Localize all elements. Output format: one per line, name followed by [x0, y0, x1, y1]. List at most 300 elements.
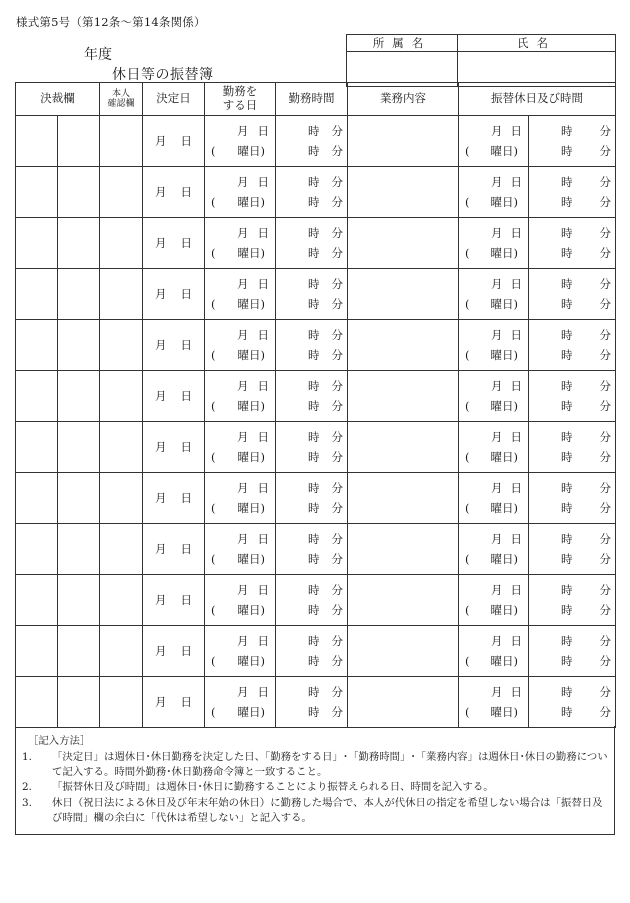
day-text: 日 — [257, 226, 269, 240]
hour-text: 時 — [308, 450, 320, 464]
approval-cell[interactable] — [58, 116, 100, 167]
table-row — [16, 269, 616, 320]
self-confirm-cell[interactable] — [100, 269, 143, 320]
minute-text: 分 — [599, 195, 611, 209]
weekday-text: 曜日) — [237, 603, 265, 617]
hour-text: 時 — [308, 144, 320, 158]
decision-date-cell[interactable] — [143, 677, 205, 728]
hour-text: 時 — [561, 297, 573, 311]
day-text: 日 — [510, 583, 522, 597]
decision-date-cell[interactable] — [143, 422, 205, 473]
self-confirm-cell[interactable] — [100, 524, 143, 575]
work-hours-cell[interactable] — [276, 575, 348, 626]
hour-text: 時 — [308, 246, 320, 260]
work-hours-cell[interactable] — [276, 473, 348, 524]
table-row — [16, 473, 616, 524]
work-content-cell[interactable] — [348, 116, 459, 167]
work-hours-cell[interactable] — [276, 626, 348, 677]
paren-open-text: ( — [211, 705, 216, 719]
minute-text: 分 — [331, 195, 343, 209]
day-text: 日 — [257, 685, 269, 699]
substitute-time-cell[interactable] — [529, 269, 616, 320]
substitute-day-cell[interactable] — [459, 626, 529, 677]
day-text: 日 — [510, 379, 522, 393]
approval-cell[interactable] — [16, 473, 58, 524]
minute-text: 分 — [599, 379, 611, 393]
table-row — [16, 575, 616, 626]
hour-text: 時 — [561, 552, 573, 566]
self-confirm-cell[interactable] — [100, 320, 143, 371]
minute-text: 分 — [331, 450, 343, 464]
minute-text: 分 — [331, 430, 343, 444]
month-text: 月 — [237, 226, 249, 240]
table-row — [16, 677, 616, 728]
minute-text: 分 — [599, 144, 611, 158]
paren-open-text: ( — [465, 552, 470, 566]
weekday-text: 曜日) — [237, 297, 265, 311]
day-text: 日 — [257, 328, 269, 342]
substitute-day-cell[interactable] — [459, 218, 529, 269]
approval-cell[interactable] — [58, 626, 100, 677]
minute-text: 分 — [331, 552, 343, 566]
hour-text: 時 — [308, 297, 320, 311]
month-text: 月 — [155, 287, 167, 301]
month-text: 月 — [155, 542, 167, 556]
decision-date-cell[interactable] — [143, 371, 205, 422]
paren-open-text: ( — [465, 195, 470, 209]
weekday-text: 曜日) — [237, 705, 265, 719]
month-text: 月 — [237, 634, 249, 648]
work-day-cell[interactable] — [205, 524, 276, 575]
work-day-cell[interactable] — [205, 218, 276, 269]
minute-text: 分 — [331, 583, 343, 597]
paren-open-text: ( — [465, 603, 470, 617]
minute-text: 分 — [599, 246, 611, 260]
substitute-time-cell[interactable] — [529, 422, 616, 473]
day-text: 日 — [510, 481, 522, 495]
approval-cell[interactable] — [58, 524, 100, 575]
minute-text: 分 — [599, 277, 611, 291]
hour-text: 時 — [308, 654, 320, 668]
month-text: 月 — [491, 124, 503, 138]
work-content-cell[interactable] — [348, 167, 459, 218]
decision-date-cell[interactable] — [143, 116, 205, 167]
hour-text: 時 — [308, 175, 320, 189]
paren-open-text: ( — [211, 654, 216, 668]
work-day-cell[interactable] — [205, 371, 276, 422]
approval-cell[interactable] — [16, 320, 58, 371]
work-day-cell[interactable] — [205, 269, 276, 320]
hour-text: 時 — [561, 277, 573, 291]
day-text: 日 — [510, 277, 522, 291]
minute-text: 分 — [599, 124, 611, 138]
instruction-text: 「決定日」は週休日･休日勤務を決定した日、「勤務をする日」･「勤務時間」･「業務内容」は週休日･休日の勤務について記入する。時間外勤務･休日勤務命令簿と一致すること。 — [52, 751, 608, 778]
work-day-header — [205, 83, 276, 116]
month-text: 月 — [491, 175, 503, 189]
table-row — [16, 116, 616, 167]
minute-text: 分 — [331, 654, 343, 668]
work-hours-cell[interactable] — [276, 167, 348, 218]
paren-open-text: ( — [211, 195, 216, 209]
paren-open-text: ( — [211, 552, 216, 566]
minute-text: 分 — [331, 297, 343, 311]
substitute-time-cell[interactable] — [529, 320, 616, 371]
self-confirm-cell[interactable] — [100, 575, 143, 626]
substitute-time-cell[interactable] — [529, 677, 616, 728]
month-text: 月 — [491, 481, 503, 495]
month-text: 月 — [237, 175, 249, 189]
work-hours-cell[interactable] — [276, 320, 348, 371]
work-day-cell[interactable] — [205, 473, 276, 524]
hour-text: 時 — [561, 532, 573, 546]
minute-text: 分 — [599, 532, 611, 546]
work-hours-cell[interactable] — [276, 116, 348, 167]
weekday-text: 曜日) — [490, 450, 518, 464]
month-text: 月 — [491, 532, 503, 546]
month-text: 月 — [237, 532, 249, 546]
decision-date-cell[interactable] — [143, 320, 205, 371]
month-text: 月 — [491, 226, 503, 240]
minute-text: 分 — [599, 603, 611, 617]
month-text: 月 — [237, 124, 249, 138]
weekday-text: 曜日) — [237, 450, 265, 464]
hour-text: 時 — [561, 705, 573, 719]
hour-text: 時 — [561, 348, 573, 362]
minute-text: 分 — [331, 501, 343, 515]
month-text: 月 — [491, 277, 503, 291]
work-day-header-line1: 勤務を — [222, 84, 258, 99]
minute-text: 分 — [331, 603, 343, 617]
work-content-cell[interactable] — [348, 473, 459, 524]
work-content-cell[interactable] — [348, 524, 459, 575]
day-text: 日 — [257, 175, 269, 189]
work-content-cell[interactable] — [348, 575, 459, 626]
day-text: 日 — [510, 124, 522, 138]
approval-cell[interactable] — [16, 677, 58, 728]
work-hours-cell[interactable] — [276, 422, 348, 473]
hour-text: 時 — [561, 450, 573, 464]
paren-open-text: ( — [211, 297, 216, 311]
substitute-time-cell[interactable] — [529, 473, 616, 524]
weekday-text: 曜日) — [490, 246, 518, 260]
table-row — [16, 524, 616, 575]
day-text: 日 — [257, 532, 269, 546]
self-confirm-cell[interactable] — [100, 218, 143, 269]
day-text: 日 — [257, 124, 269, 138]
day-text: 日 — [257, 430, 269, 444]
minute-text: 分 — [599, 501, 611, 515]
department-name-box — [346, 34, 616, 87]
work-content-header: 業務内容 — [348, 83, 459, 116]
hour-text: 時 — [561, 583, 573, 597]
paren-open-text: ( — [465, 144, 470, 158]
instructions-heading: ［記入方法］ — [28, 735, 91, 747]
name-label: 氏名 — [458, 35, 616, 52]
day-text: 日 — [180, 338, 192, 352]
approval-cell[interactable] — [16, 575, 58, 626]
decision-date-header: 決定日 — [143, 83, 205, 116]
instruction-number: 3. — [22, 797, 32, 809]
instruction-text: 「振替休日及び時間」は週休日･休日に勤務することにより振替えられる日、時間を記入する。 — [52, 781, 494, 793]
month-text: 月 — [491, 583, 503, 597]
day-text: 日 — [510, 634, 522, 648]
self-confirm-header-line2: 確認欄 — [107, 99, 135, 109]
hour-text: 時 — [561, 685, 573, 699]
weekday-text: 曜日) — [490, 654, 518, 668]
minute-text: 分 — [599, 430, 611, 444]
decision-date-cell[interactable] — [143, 167, 205, 218]
day-text: 日 — [180, 185, 192, 199]
table-row — [16, 320, 616, 371]
self-confirm-header — [100, 83, 143, 116]
work-hours-cell[interactable] — [276, 269, 348, 320]
approval-cell[interactable] — [58, 371, 100, 422]
day-text: 日 — [180, 542, 192, 556]
instructions-box — [15, 726, 615, 835]
paren-open-text: ( — [465, 297, 470, 311]
table-row — [16, 371, 616, 422]
month-text: 月 — [155, 185, 167, 199]
paren-open-text: ( — [211, 603, 216, 617]
table-row — [16, 422, 616, 473]
minute-text: 分 — [599, 583, 611, 597]
table-row — [16, 626, 616, 677]
month-text: 月 — [155, 440, 167, 454]
self-confirm-cell[interactable] — [100, 371, 143, 422]
approval-cell[interactable] — [58, 677, 100, 728]
hour-text: 時 — [308, 195, 320, 209]
work-content-cell[interactable] — [348, 422, 459, 473]
decision-date-cell[interactable] — [143, 524, 205, 575]
substitute-day-cell[interactable] — [459, 524, 529, 575]
approval-cell[interactable] — [58, 422, 100, 473]
substitute-time-cell[interactable] — [529, 371, 616, 422]
day-text: 日 — [180, 593, 192, 607]
month-text: 月 — [237, 277, 249, 291]
substitute-day-cell[interactable] — [459, 677, 529, 728]
substitute-time-cell[interactable] — [529, 167, 616, 218]
minute-text: 分 — [599, 654, 611, 668]
decision-date-cell[interactable] — [143, 626, 205, 677]
work-content-cell[interactable] — [348, 371, 459, 422]
self-confirm-cell[interactable] — [100, 626, 143, 677]
hour-text: 時 — [308, 226, 320, 240]
paren-open-text: ( — [465, 399, 470, 413]
approval-cell[interactable] — [58, 269, 100, 320]
day-text: 日 — [510, 328, 522, 342]
instruction-number: 1. — [22, 751, 32, 763]
hour-text: 時 — [308, 552, 320, 566]
substitute-day-cell[interactable] — [459, 371, 529, 422]
approval-cell[interactable] — [16, 167, 58, 218]
paren-open-text: ( — [211, 144, 216, 158]
month-text: 月 — [237, 328, 249, 342]
work-content-cell[interactable] — [348, 269, 459, 320]
approval-cell[interactable] — [16, 371, 58, 422]
hour-text: 時 — [308, 481, 320, 495]
work-day-cell[interactable] — [205, 116, 276, 167]
minute-text: 分 — [331, 685, 343, 699]
paren-open-text: ( — [465, 348, 470, 362]
paren-open-text: ( — [211, 348, 216, 362]
decision-date-cell[interactable] — [143, 473, 205, 524]
day-text: 日 — [180, 491, 192, 505]
weekday-text: 曜日) — [490, 603, 518, 617]
day-text: 日 — [510, 532, 522, 546]
paren-open-text: ( — [465, 246, 470, 260]
minute-text: 分 — [331, 481, 343, 495]
weekday-text: 曜日) — [237, 348, 265, 362]
weekday-text: 曜日) — [490, 705, 518, 719]
weekday-text: 曜日) — [490, 501, 518, 515]
form-number: 様式第5号（第12条～第14条関係） — [16, 15, 206, 29]
work-hours-cell[interactable] — [276, 371, 348, 422]
decision-date-cell[interactable] — [143, 218, 205, 269]
approval-cell[interactable] — [58, 218, 100, 269]
minute-text: 分 — [331, 124, 343, 138]
substitute-time-cell[interactable] — [529, 524, 616, 575]
substitute-holiday-table — [15, 82, 616, 728]
hour-text: 時 — [308, 705, 320, 719]
day-text: 日 — [257, 379, 269, 393]
month-text: 月 — [491, 379, 503, 393]
substitute-time-cell[interactable] — [529, 116, 616, 167]
work-content-cell[interactable] — [348, 320, 459, 371]
month-text: 月 — [155, 593, 167, 607]
self-confirm-cell[interactable] — [100, 677, 143, 728]
month-text: 月 — [491, 634, 503, 648]
hour-text: 時 — [561, 430, 573, 444]
approval-cell[interactable] — [16, 116, 58, 167]
hour-text: 時 — [561, 399, 573, 413]
work-hours-cell[interactable] — [276, 218, 348, 269]
decision-date-cell[interactable] — [143, 575, 205, 626]
hour-text: 時 — [561, 144, 573, 158]
substitute-day-cell[interactable] — [459, 320, 529, 371]
approval-cell[interactable] — [16, 626, 58, 677]
self-confirm-cell[interactable] — [100, 116, 143, 167]
month-text: 月 — [237, 685, 249, 699]
work-content-cell[interactable] — [348, 677, 459, 728]
work-day-header-line2: する日 — [222, 98, 258, 112]
minute-text: 分 — [599, 348, 611, 362]
substitute-time-cell[interactable] — [529, 626, 616, 677]
paren-open-text: ( — [211, 399, 216, 413]
hour-text: 時 — [308, 583, 320, 597]
weekday-text: 曜日) — [490, 195, 518, 209]
weekday-text: 曜日) — [490, 297, 518, 311]
minute-text: 分 — [599, 705, 611, 719]
weekday-text: 曜日) — [237, 654, 265, 668]
work-content-cell[interactable] — [348, 218, 459, 269]
month-text: 月 — [155, 644, 167, 658]
minute-text: 分 — [331, 144, 343, 158]
work-hours-cell[interactable] — [276, 677, 348, 728]
hour-text: 時 — [308, 328, 320, 342]
month-text: 月 — [155, 338, 167, 352]
hour-text: 時 — [308, 685, 320, 699]
substitute-day-cell[interactable] — [459, 575, 529, 626]
approval-cell[interactable] — [58, 575, 100, 626]
hour-text: 時 — [561, 481, 573, 495]
day-text: 日 — [180, 287, 192, 301]
paren-open-text: ( — [465, 705, 470, 719]
hour-text: 時 — [561, 379, 573, 393]
minute-text: 分 — [331, 348, 343, 362]
substitute-day-cell[interactable] — [459, 269, 529, 320]
day-text: 日 — [510, 430, 522, 444]
hour-text: 時 — [561, 195, 573, 209]
day-text: 日 — [257, 277, 269, 291]
month-text: 月 — [155, 695, 167, 709]
month-text: 月 — [491, 328, 503, 342]
month-text: 月 — [155, 389, 167, 403]
hour-text: 時 — [561, 501, 573, 515]
hour-text: 時 — [308, 399, 320, 413]
minute-text: 分 — [331, 634, 343, 648]
instruction-text: 休日（祝日法による休日及び年末年始の休日）に勤務した場合で、本人が代休日の指定を希望しない場合は「振替日及び時間」欄の余白に「代休は希望しない」と記入する。 — [52, 797, 603, 824]
self-confirm-cell[interactable] — [100, 167, 143, 218]
hour-text: 時 — [308, 603, 320, 617]
minute-text: 分 — [331, 379, 343, 393]
work-day-cell[interactable] — [205, 677, 276, 728]
paren-open-text: ( — [465, 450, 470, 464]
work-day-cell[interactable] — [205, 575, 276, 626]
paren-open-text: ( — [211, 450, 216, 464]
substitute-time-cell[interactable] — [529, 218, 616, 269]
self-confirm-cell[interactable] — [100, 473, 143, 524]
day-text: 日 — [257, 634, 269, 648]
approval-cell[interactable] — [16, 218, 58, 269]
minute-text: 分 — [599, 328, 611, 342]
decision-date-cell[interactable] — [143, 269, 205, 320]
approval-header: 決裁欄 — [16, 83, 100, 116]
hour-text: 時 — [308, 348, 320, 362]
substitute-day-cell[interactable] — [459, 116, 529, 167]
substitute-day-cell[interactable] — [459, 167, 529, 218]
approval-cell[interactable] — [16, 422, 58, 473]
minute-text: 分 — [331, 328, 343, 342]
work-content-cell[interactable] — [348, 626, 459, 677]
self-confirm-cell[interactable] — [100, 422, 143, 473]
month-text: 月 — [491, 685, 503, 699]
approval-cell[interactable] — [16, 524, 58, 575]
approval-cell[interactable] — [58, 473, 100, 524]
substitute-header: 振替休日及び時間 — [459, 83, 616, 116]
month-text: 月 — [155, 491, 167, 505]
approval-cell[interactable] — [58, 320, 100, 371]
day-text: 日 — [510, 226, 522, 240]
work-hours-cell[interactable] — [276, 524, 348, 575]
instruction-number: 2. — [22, 781, 32, 793]
substitute-day-cell[interactable] — [459, 473, 529, 524]
weekday-text: 曜日) — [237, 246, 265, 260]
day-text: 日 — [257, 481, 269, 495]
hour-text: 時 — [561, 654, 573, 668]
substitute-day-cell[interactable] — [459, 422, 529, 473]
hour-text: 時 — [561, 246, 573, 260]
paren-open-text: ( — [211, 246, 216, 260]
work-day-cell[interactable] — [205, 626, 276, 677]
work-day-cell[interactable] — [205, 320, 276, 371]
work-day-cell[interactable] — [205, 422, 276, 473]
substitute-time-cell[interactable] — [529, 575, 616, 626]
minute-text: 分 — [599, 685, 611, 699]
approval-cell[interactable] — [16, 269, 58, 320]
hour-text: 時 — [308, 124, 320, 138]
approval-cell[interactable] — [58, 167, 100, 218]
work-day-cell[interactable] — [205, 167, 276, 218]
